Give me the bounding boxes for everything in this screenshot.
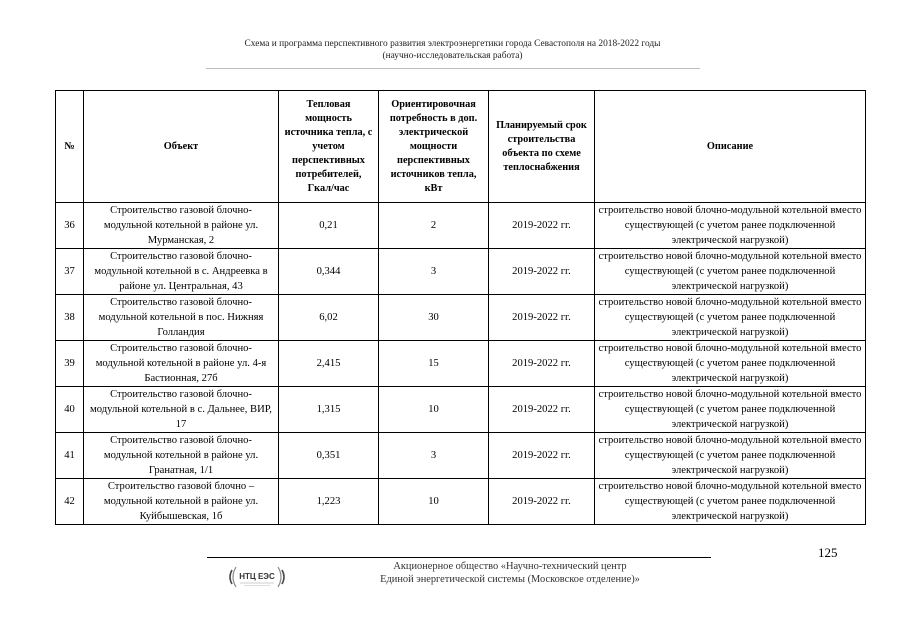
cell-description: строительство новой блочно-модульной котельной вместо существующей (с учетом ранее подключенной электрической нагрузкой)	[595, 249, 866, 295]
cell-object: Строительство газовой блочно-модульной котельной в районе ул. Мурманская, 2	[84, 203, 279, 249]
cell-term: 2019-2022 гг.	[489, 295, 595, 341]
cell-number: 37	[56, 249, 84, 295]
cell-description: строительство новой блочно-модульной котельной вместо существующей (с учетом ранее подключенной электрической нагрузкой)	[595, 295, 866, 341]
cell-object: Строительство газовой блочно-модульной котельной в районе ул. Гранатная, 1/1	[84, 433, 279, 479]
cell-description: строительство новой блочно-модульной котельной вместо существующей (с учетом ранее подключенной электрической нагрузкой)	[595, 479, 866, 525]
cell-term: 2019-2022 гг.	[489, 341, 595, 387]
cell-object: Строительство газовой блочно-модульной котельной в районе ул. 4-я Бастионная, 27б	[84, 341, 279, 387]
cell-object: Строительство газовой блочно – модульной котельной в районе ул. Куйбышевская, 1б	[84, 479, 279, 525]
cell-term: 2019-2022 гг.	[489, 433, 595, 479]
table-header-row	[56, 91, 866, 203]
cell-term: 2019-2022 гг.	[489, 249, 595, 295]
column-header-heat-capacity: Тепловая мощность источника тепла, с учетом перспективных потребителей, Гкал/час	[279, 91, 379, 203]
cell-description: строительство новой блочно-модульной котельной вместо существующей (с учетом ранее подключенной электрической нагрузкой)	[595, 387, 866, 433]
header-divider	[206, 68, 700, 69]
ntc-ees-logo-icon	[226, 562, 288, 592]
cell-object: Строительство газовой блочно-модульной котельной в пос. Нижняя Голландия	[84, 295, 279, 341]
table-row	[56, 479, 866, 525]
table-row	[56, 341, 866, 387]
cell-number: 39	[56, 341, 84, 387]
cell-power-demand: 3	[379, 433, 489, 479]
cell-description: строительство новой блочно-модульной котельной вместо существующей (с учетом ранее подключенной электрической нагрузкой)	[595, 341, 866, 387]
cell-power-demand: 15	[379, 341, 489, 387]
cell-number: 38	[56, 295, 84, 341]
footer-line-2: Единой энергетической системы (Московское отделение)»	[380, 574, 640, 585]
cell-term: 2019-2022 гг.	[489, 203, 595, 249]
cell-number: 36	[56, 203, 84, 249]
boiler-projects-table	[55, 90, 866, 525]
column-header-term: Планируемый срок строительства объекта по схеме теплоснабжения	[489, 91, 595, 203]
column-header-object: Объект	[84, 91, 279, 203]
cell-term: 2019-2022 гг.	[489, 479, 595, 525]
cell-number: 41	[56, 433, 84, 479]
cell-object: Строительство газовой блочно-модульной котельной в с. Дальнее, ВИР, 17	[84, 387, 279, 433]
cell-heat-capacity: 2,415	[279, 341, 379, 387]
table-row	[56, 295, 866, 341]
cell-heat-capacity: 6,02	[279, 295, 379, 341]
table-row	[56, 249, 866, 295]
cell-power-demand: 3	[379, 249, 489, 295]
column-header-power-demand: Ориентировочная потребность в доп. электрической мощности перспективных источников тепла, кВт	[379, 91, 489, 203]
cell-heat-capacity: 0,21	[279, 203, 379, 249]
cell-term: 2019-2022 гг.	[489, 387, 595, 433]
cell-description: строительство новой блочно-модульной котельной вместо существующей (с учетом ранее подключенной электрической нагрузкой)	[595, 433, 866, 479]
cell-power-demand: 10	[379, 387, 489, 433]
cell-power-demand: 2	[379, 203, 489, 249]
footer-organization	[300, 560, 720, 586]
cell-number: 40	[56, 387, 84, 433]
cell-description: строительство новой блочно-модульной котельной вместо существующей (с учетом ранее подключенной электрической нагрузкой)	[595, 203, 866, 249]
cell-heat-capacity: 0,344	[279, 249, 379, 295]
header-subtitle: (научно-исследовательская работа)	[382, 51, 523, 61]
cell-heat-capacity: 1,315	[279, 387, 379, 433]
cell-heat-capacity: 0,351	[279, 433, 379, 479]
table-row	[56, 203, 866, 249]
cell-power-demand: 10	[379, 479, 489, 525]
header-title: Схема и программа перспективного развития электроэнергетики города Севастополя на 2018-2022 годы	[244, 39, 661, 49]
column-header-description: Описание	[595, 91, 866, 203]
cell-object: Строительство газовой блочно-модульной котельной в с. Андреевка в районе ул. Центральная, 43	[84, 249, 279, 295]
column-header-number: №	[56, 91, 84, 203]
table-row	[56, 387, 866, 433]
footer-line-1: Акционерное общество «Научно-технический центр	[393, 561, 627, 572]
cell-number: 42	[56, 479, 84, 525]
cell-power-demand: 30	[379, 295, 489, 341]
footer-divider	[207, 557, 711, 558]
page-number: 125	[818, 545, 838, 560]
logo-text: НТЦ ЕЭС	[239, 572, 275, 581]
document-header	[205, 38, 700, 62]
table-row	[56, 433, 866, 479]
cell-heat-capacity: 1,223	[279, 479, 379, 525]
